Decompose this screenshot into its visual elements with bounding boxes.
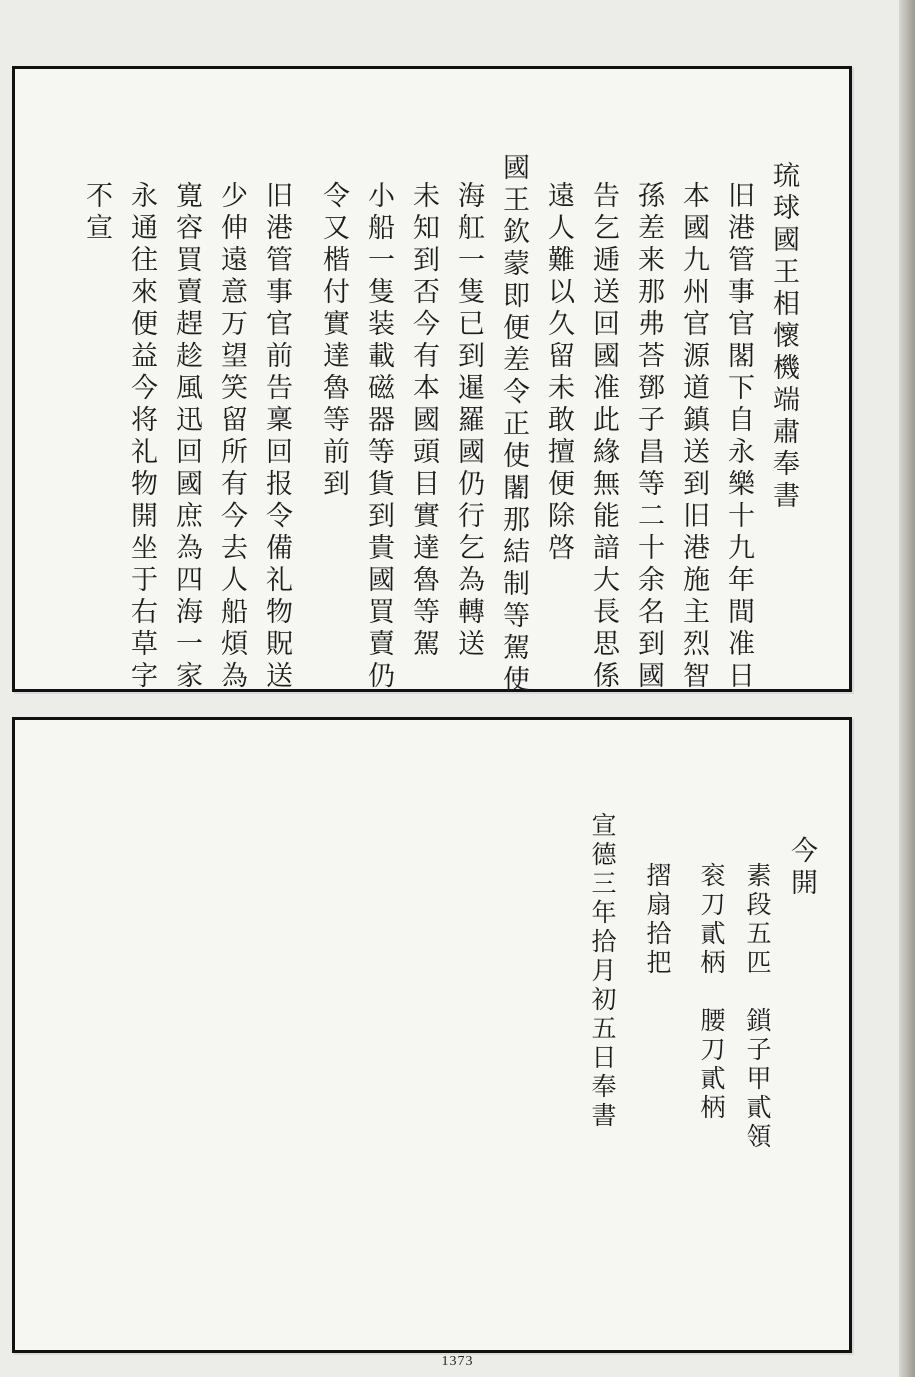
letter-column: 寛容買賣趕趁風迅回國庶為四海一家 [171,181,202,693]
letter-column: 令又楷付實達魯等前到 [318,181,349,501]
letter-column: 旧港管事官前告稟回报令備礼物貺送 [261,181,292,693]
letter-panel [12,66,852,697]
letter-column: 琉球國王相懷機端肅奉書 [768,161,799,513]
gift-list-heading: 今開 [786,836,817,900]
letter-column: 遠人難以久留未敢擅便除啓 [543,181,574,565]
letter-column: 旧港管事官閣下自永樂十九年間准日 [723,181,754,693]
letter-date: 宣德三年拾月初五日奉書 [588,812,617,1131]
page-number: 1373 [441,1354,474,1369]
letter-column: 小船一隻装載磁器等貨到貴國買賣仍 [363,181,394,693]
letter-column: 本國九州官源道鎮送到旧港施主烈智 [678,181,709,693]
letter-column: 不宣 [81,181,112,245]
gift-list-panel [12,717,852,1353]
letter-column: 國王欽蒙即便差令正使闍那結制等駕使 [498,153,529,697]
letter-column: 未知到否今有本國頭目實達魯等駕 [408,181,439,661]
gift-list-item: 摺扇拾把 [643,862,672,978]
letter-column: 少伸遠意万望笑留所有今去人船煩為 [216,181,247,693]
gift-list-item: 素段五匹 鎖子甲貳領 [743,862,772,1152]
letter-column: 孫差来那弗荅鄧子昌等二十余名到國 [633,181,664,693]
gift-list-item: 衮刀貳柄 腰刀貳柄 [697,862,726,1123]
letter-column: 告乞逓送回國准此緣無能諳大長思係 [588,181,619,693]
letter-column: 永通往來便益今将礼物開坐于右草字 [126,181,157,693]
letter-column: 海舡一隻已到暹羅國仍行乞為轉送 [453,181,484,661]
page-edge [899,0,915,1377]
